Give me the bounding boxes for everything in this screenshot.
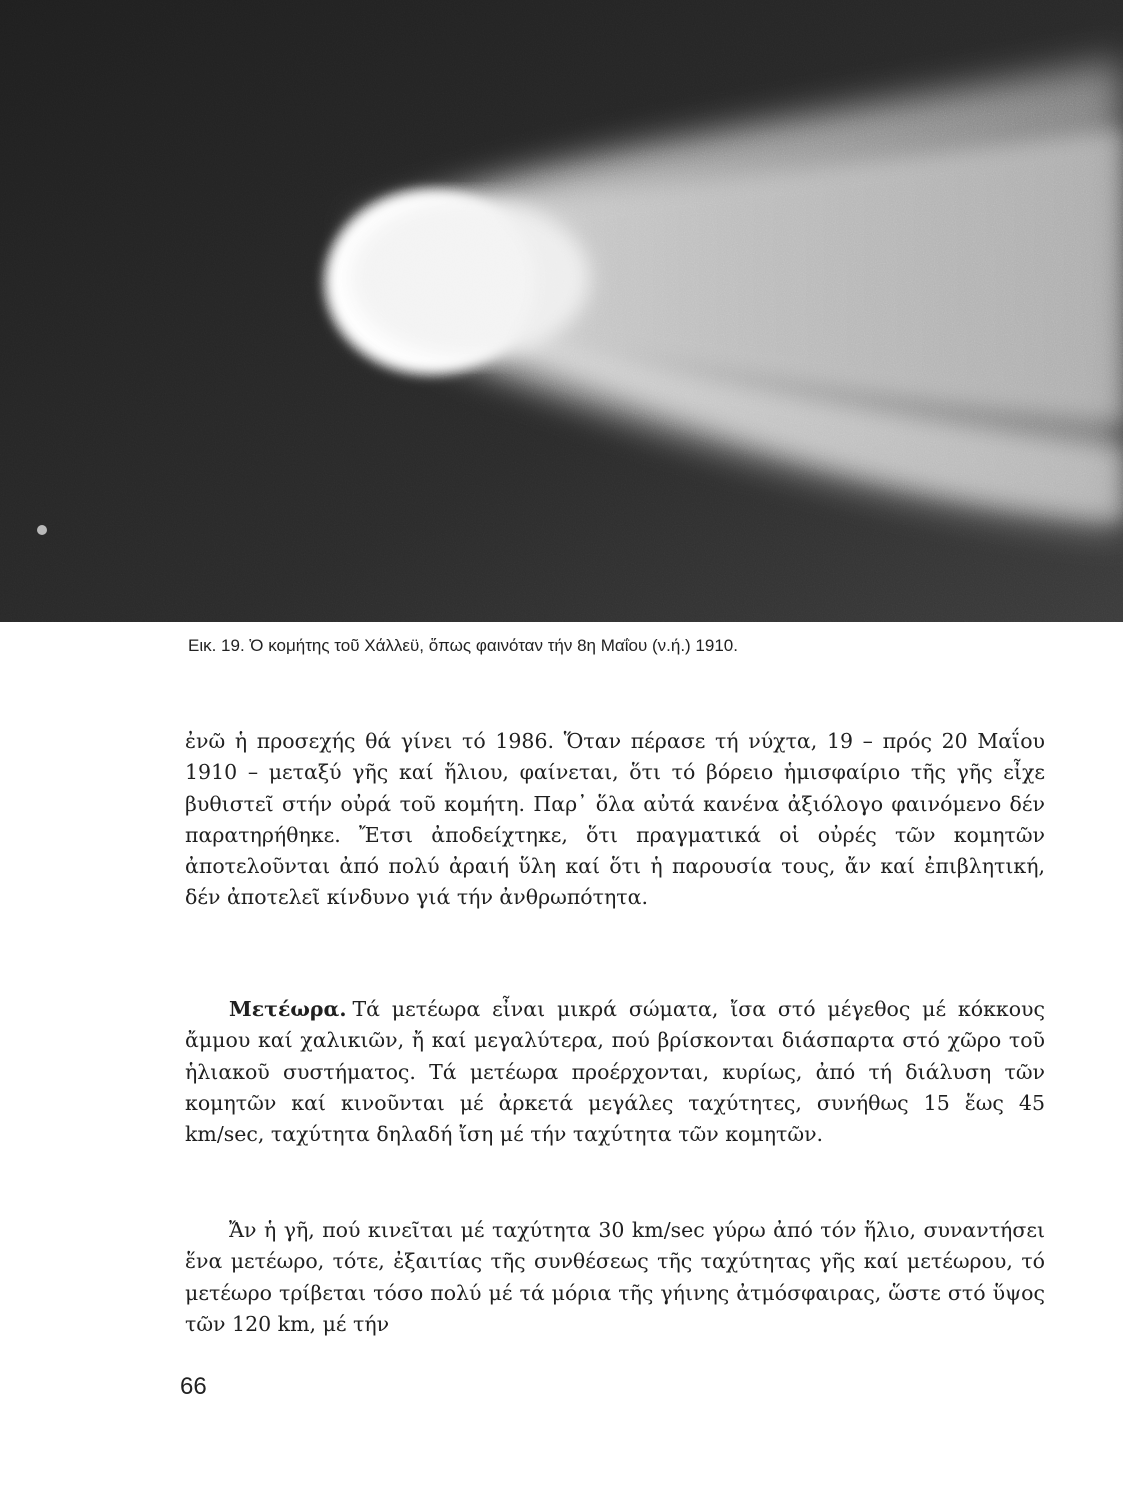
figure-caption: Εικ. 19. Ὁ κομήτης τοῦ Χάλλεϋ, ὅπως φαινόταν τήν 8η Μαΐου (ν.ή.) 1910.	[188, 636, 738, 655]
page-number: 66	[180, 1373, 207, 1400]
paragraph-comet-tail: ἐνῶ ἡ προσεχής θά γίνει τό 1986. Ὅταν πέρασε τή νύχτα, 19 – πρός 20 Μαΐου 1910 – μεταξύ γῆς καί ἥλιου, φαίνεται, ὅτι τό βόρειο ἡμισφαίριο τῆς γῆς εἶχε βυθιστεῖ στήν οὐρά τοῦ κομήτη. Παρ᾽ ὅλα αὐτά κανένα ἀξιόλογο φαινόμενο δέν παρατηρήθηκε. Ἔτσι ἀποδείχτηκε, ὅτι πραγματικά οἱ οὐρές τῶν κομητῶν ἀποτελοῦνται ἀπό πολύ ἀραιή ὕλη καί ὅτι ἡ παρουσία τους, ἄν καί ἐπιβλητική, δέν ἀποτελεῖ κίνδυνο γιά τήν ἀνθρωπότητα.	[185, 729, 1045, 910]
paragraph-meteors-body: Τά μετέωρα εἶναι μικρά σώματα, ἴσα στό μέγεθος μέ κόκκους ἄμμου καί χαλικιῶν, ἤ καί μεγαλύτερα, πού βρίσκονται διάσπαρτα στό χῶρο τοῦ ἡλιακοῦ συστήματος. Τά μετέωρα προέρχονται, κυρίως, ἀπό τή διάλυση τῶν κομητῶν καί κινοῦνται μέ ἀρκετά μεγάλες ταχύτητες, συνήθως 15 ἕως 45 km/sec, ταχύτητα δηλαδή ἴση μέ τήν ταχύτητα τῶν κομητῶν.	[185, 997, 1045, 1147]
comet-photograph	[0, 0, 1123, 622]
paragraph-earth-meteor-body: Ἄν ἡ γῆ, πού κινεῖται μέ ταχύτητα 30 km/sec γύρω ἀπό τόν ἥλιο, συναντήσει ἕνα μετέωρο, τότε, ἐξαιτίας τῆς συνθέσεως τῆς ταχύτητας γῆς καί μετέωρου, τό μετέωρο τρίβεται τόσο πολύ μέ τά μόρια τῆς γήινης ἀτμόσφαιρας, ὥστε στό ὕψος τῶν 120 km, μέ τήν	[185, 1218, 1045, 1336]
paragraph-meteors	[185, 994, 1045, 1150]
section-heading-meteors: Μετέωρα.	[229, 997, 347, 1021]
paragraph-earth-meteor	[185, 1215, 1045, 1340]
